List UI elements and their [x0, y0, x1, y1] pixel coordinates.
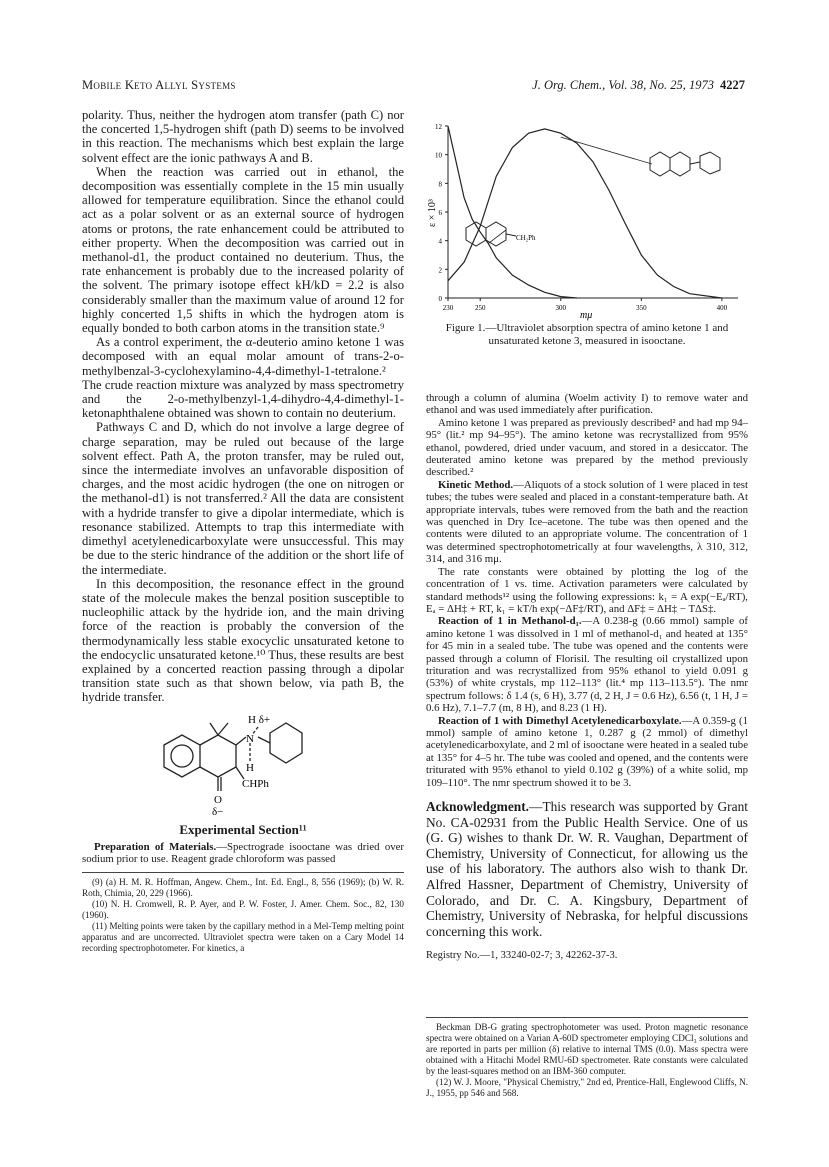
y-axis-label: ε × 10³	[427, 199, 438, 227]
transition-state-structure	[82, 707, 404, 817]
y-tick-label: 10	[435, 151, 442, 160]
left-column	[82, 108, 404, 954]
acknowledgment-text: —This research was supported by Grant No. CA-02931 from the Public Health Service. One of us (G. G) wishes to thank Dr. W. R. Vaughan, Department of Chemistry, University of Connecticut, for allowing us the use of his laboratory. The authors also wish to thank Dr. Alfred Hassner, Department of Chemistry, University of Colorado, and Dr. C. A. Kingsbury, Department of Chemistry, University of Nebraska, for helpful discussions concerning this work.	[426, 799, 748, 939]
running-header-title: Mobile Keto Allyl Systems	[82, 78, 236, 92]
y-tick-label: 2	[438, 266, 442, 275]
section-title: Experimental Section¹¹	[179, 821, 307, 837]
acknowledgment	[426, 799, 748, 939]
journal-citation: J. Org. Chem., Vol. 38, No. 25, 1973	[532, 78, 714, 92]
paragraph: —A 0.238-g (0.66 mmol) sample of amino ketone 1 was dissolved in 1 ml of methanol-d₁ and heated at 135° for 45 min in a sealed tube. The tube was opened and the contents were passed through a column of Florisil. The resulting oil crystallized upon trituration and was recrystallized from 95% ethanol to yield 0.091 g (53%) of white crystals, mp 112–113° (lit.⁴ mp 113–113.5°). The nmr spectrum follows: δ 1.4 (s, 6 H), 3.77 (d, 2 H, J = 0.6 Hz), 6.56 (t, 1 H, J = 0.6 Hz), 7.1–7.7 (m, 8 H), and 8.23 (1 H).	[426, 615, 748, 715]
x-tick-label: 300	[555, 304, 567, 312]
y-tick-label: 4	[438, 237, 442, 246]
experimental-text	[82, 841, 404, 866]
x-tick-label: 250	[474, 304, 486, 312]
running-header-journal	[532, 78, 745, 93]
figure-caption: Figure 1.—Ultraviolet absorption spectra of amino ketone 1 and unsaturated ketone 3, measured in isooctane.	[445, 322, 729, 347]
n-label: N	[246, 732, 254, 745]
registry-numbers: Registry No.—1, 33240-02-7; 3, 42262-37-3.	[426, 950, 618, 962]
ch2ph-label: CH₂Ph	[516, 234, 536, 242]
paragraph: In this decomposition, the resonance effect in the ground state of the molecule makes the benzal position susceptible to nucleophilic attack by the hydride ion, and the main driving force of the reaction is probably the conversion of the thermodynamically less stable exocyclic unsaturated ketone to the endocyclic unsaturated ketone.¹⁰ Thus, these results are best explained by a concerted reaction passing through a dipolar transition state such as that shown below, via path B, the hydride transfer.	[82, 576, 404, 705]
delta-minus-label: δ−	[212, 805, 224, 817]
paragraph: When the reaction was carried out in ethanol, the decomposition was essentially complete in the 15 min usually allowed for temperature equilibration. Since the ethanol could act as a polar solvent or as an external source of hydrogen atoms or protons, the rate enhancement could be attributed to either property. When the decomposition was carried out in methanol-d1, the product contained no deuterium. Thus, the rate enhancement is probably due to the increased polarity of the solvent. The primary isotope effect kH/kD = 2.2 is also considerably smaller than the maximum value of around 12 for highly concerted 1,5 shifts in which the hydrogen atom is equally bonded to both carbon atoms in the transition state.⁹	[82, 164, 404, 336]
run-in-heading: Preparation of Materials.	[94, 840, 217, 853]
paragraph: As a control experiment, the α-deuterio amino ketone 1 was decomposed with an equal molar amount of trans-2-o-methylbenzal-3-cyclohexylamino-4,4-dimethyl-1-tetralone.² The crude reaction mixture was analyzed by mass spectrometry and the 2-o-methylbenzyl-1,4-dihydro-4,4-dimethyl-1-ketonaphthalene obtained was shown to contain no deuterium.	[82, 335, 404, 421]
run-in-heading: Reaction of 1 in Methanol-d₁.	[438, 615, 582, 628]
run-in-heading: Reaction of 1 with Dimethyl Acetylenedicarboxylate.	[438, 714, 682, 727]
paragraph: polarity. Thus, neither the hydrogen atom transfer (path C) nor the concerted 1,5-hydrogen shift (path D) seems to be involved in this reaction. The mechanisms which best explain the large solvent effect are the ionic pathways A and B.	[82, 108, 404, 165]
paragraph: —Spectrograde isooctane was dried over sodium prior to use. Reagent grade chloroform was passed	[82, 840, 404, 866]
paragraph: —A 0.359-g (1 mmol) sample of amino ketone 1, 0.287 g (2 mmol) of dimethyl acetylenedicarboxylate, and 2 ml of isooctane were heated in a sealed tube at 135° for 4–5 hr. The tube was cooled and opened, and the contents were triturated with 95% ethanol to yield 0.102 g (39%) of a white solid, mp 109–110°. The nmr spectrum showed it to be 3.	[426, 714, 748, 789]
unsaturated-ketone-structure	[650, 152, 720, 176]
x-tick-label: 230	[442, 304, 454, 312]
paragraph: through a column of alumina (Woelm activity I) to remove water and ethanol and was used immediately after purification.	[426, 392, 748, 417]
y-tick-label: 12	[435, 123, 442, 131]
x-tick-label: 400	[716, 304, 728, 312]
paragraph: Pathways C and D, which do not involve a large degree of charge separation, may be ruled out because of the large solvent effect. Path A, the proton transfer, may be ruled out, since the intermediate involves an unfavorable disposition of charges, and the most acidic hydrogen (the one on nitrogen or the methanol-d1) is not transferred.² All the data are consistent with a hydride transfer to give a dipolar intermediate, which is resonance stabilized. Attempts to trap this intermediate with dimethyl acetylenedicarboxylate were unsuccessful. This may be due to the steric hindrance of the addition or the short life of the intermediate.	[82, 420, 404, 577]
y-tick-label: 6	[438, 209, 442, 217]
right-footnotes	[426, 1017, 748, 1099]
y-tick-label: 0	[438, 295, 442, 303]
footnotes	[82, 872, 404, 954]
chph-label: CHPh	[242, 777, 269, 790]
h-label: H	[246, 761, 254, 774]
h-delta-label: H δ+	[248, 713, 271, 726]
footnote: Beckman DB-G grating spectrophotometer was used. Proton magnetic resonance spectra were obtained on a Varian A-60D spectrometer employing CDCl₃ solutions and are reported in parts per million (δ) relative to internal TMS (0.0). Mass spectra were obtained with a Hitachi Model RMU-6D spectrometer. Rate constants were calculated by the least-squares method on an IBM-360 computer.	[426, 1022, 748, 1076]
footnote: (9) (a) H. M. R. Hoffman, Angew. Chem., Int. Ed. Engl., 8, 556 (1969); (b) W. R. Roth, Chimia, 20, 229 (1966).	[82, 876, 404, 898]
run-in-heading: Kinetic Method.	[438, 478, 514, 491]
paragraph: Amino ketone 1 was prepared as previously described² and had mp 94–95° (lit.² mp 94–95°). The amino ketone was recrystallized from 95% ethanol, powdered, dried under vacuum, and stored in a desiccator. The deuterated amino ketone was prepared by the method previously described.²	[426, 416, 748, 479]
page-number: 4227	[720, 78, 745, 92]
x-tick-label: 350	[636, 304, 647, 312]
footnote: (11) Melting points were taken by the capillary method in a Mel-Temp melting point apparatus and are uncorrected. Ultraviolet spectra were taken on a Cary Model 14 recording spectrophotometer. For kinetics, a	[82, 920, 404, 953]
oxygen-label: O	[214, 793, 222, 806]
paragraph: The rate constants were obtained by plotting the log of the concentration of 1 vs. time. Activation parameters were calculated by standard methods¹² using the following expressions: k₁ = A exp(−Eₐ/RT), Eₐ = ΔH‡ + RT, k₁ = kT/h exp(−ΔF‡/RT), and ΔF‡ = ΔH‡ − TΔS‡.	[426, 565, 748, 615]
series-line-2	[448, 126, 577, 298]
acknowledgment-heading: Acknowledgment.	[426, 799, 530, 814]
leader-line	[561, 137, 652, 164]
transition-state-scheme	[82, 707, 404, 817]
uv-spectrum-chart	[420, 118, 750, 328]
y-tick-label: 8	[438, 180, 442, 189]
footnote: (10) N. H. Cromwell, R. P. Ayer, and P. W. Foster, J. Amer. Chem. Soc., 82, 130 (1960).	[82, 898, 404, 920]
experimental-continued	[426, 392, 748, 789]
right-column	[426, 392, 748, 964]
paragraph: —Aliquots of a stock solution of 1 were placed in test tubes; the tubes were sealed and placed in a constant-temperature bath. At appropriate intervals, tubes were removed from the bath and the reaction was quenched in Dry Ice–acetone. The tube was then opened and the contents were diluted to an appropriate volume. The concentration of 1 was determined spectrophotometrically at four wavelengths, λ 310, 312, 314, and 316 mμ.	[426, 478, 748, 566]
uv-spectrum-figure	[420, 118, 750, 328]
footnote: (12) W. J. Moore, "Physical Chemistry," 2nd ed, Prentice-Hall, Englewood Cliffs, N. J., 1955, pp 546 and 568.	[426, 1077, 748, 1098]
x-axis-label: mμ	[580, 310, 593, 321]
series-line-1	[448, 129, 722, 298]
